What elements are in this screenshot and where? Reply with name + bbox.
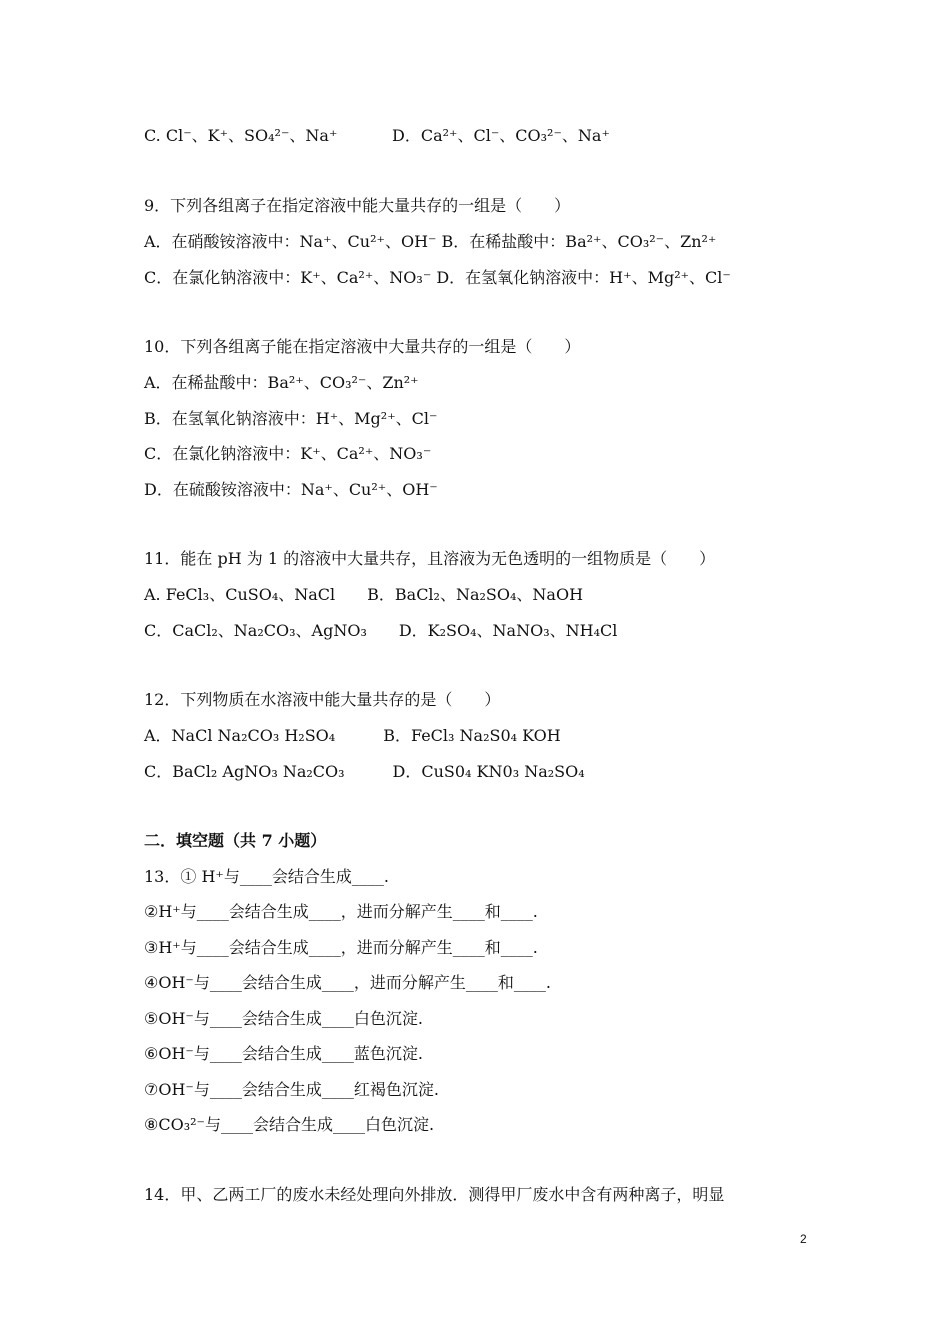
q10-option-d: D．在硫酸铵溶液中：Na⁺、Cu²⁺、OH⁻ <box>144 480 438 499</box>
section-title: 二．填空题（共 7 小题） <box>144 831 327 850</box>
q9-options-ab: A．在硝酸铵溶液中：Na⁺、Cu²⁺、OH⁻ B．在稀盐酸中：Ba²⁺、CO₃²⁻、Zn²⁺ <box>144 232 717 251</box>
q13-item-8: ⑧CO₃²⁻与____会结合生成____白色沉淀. <box>144 1115 435 1134</box>
q11-options-ab: A. FeCl₃、CuSO₄、NaCl B．BaCl₂、Na₂SO₄、NaOH <box>144 585 584 604</box>
q9-options-cd: C．在氯化钠溶液中：K⁺、Ca²⁺、NO₃⁻ D．在氢氧化钠溶液中：H⁺、Mg²⁺、Cl⁻ <box>144 268 731 287</box>
q12-options-cd: C．BaCl₂ AgNO₃ Na₂CO₃ D．CuS0₄ KN0₃ Na₂SO₄ <box>144 762 585 781</box>
q12-options-ab: A．NaCl Na₂CO₃ H₂SO₄ B．FeCl₃ Na₂S0₄ KOH <box>144 726 561 745</box>
q13-item-2: ②H⁺与____会结合生成____，进而分解产生____和____. <box>144 902 538 921</box>
page-number: 2 <box>800 1232 807 1246</box>
q13-item-5: ⑤OH⁻与____会结合生成____白色沉淀. <box>144 1009 423 1028</box>
q13-item-1: 13．① H⁺与____会结合生成____. <box>144 867 389 886</box>
q12-stem: 12．下列物质在水溶液中能大量共存的是（ ） <box>144 690 501 709</box>
q13-item-4: ④OH⁻与____会结合生成____，进而分解产生____和____. <box>144 973 551 992</box>
q8-option-c: C. Cl⁻、K⁺、SO₄²⁻、Na⁺ D．Ca²⁺、Cl⁻、CO₃²⁻、Na⁺ <box>144 126 610 145</box>
q10-option-c: C．在氯化钠溶液中：K⁺、Ca²⁺、NO₃⁻ <box>144 444 432 463</box>
q11-stem: 11．能在 pH 为 1 的溶液中大量共存，且溶液为无色透明的一组物质是（ ） <box>144 549 716 568</box>
q14-stem: 14．甲、乙两工厂的废水未经处理向外排放．测得甲厂废水中含有两种离子，明显 <box>144 1185 725 1204</box>
q8-option-d: D．Ca²⁺、Cl⁻、CO₃²⁻、Na⁺ <box>392 126 610 145</box>
q13-item-7: ⑦OH⁻与____会结合生成____红褐色沉淀. <box>144 1080 439 1099</box>
q10-option-b: B．在氢氧化钠溶液中：H⁺、Mg²⁺、Cl⁻ <box>144 409 438 428</box>
q13-item-6: ⑥OH⁻与____会结合生成____蓝色沉淀. <box>144 1044 423 1063</box>
q11-options-cd: C．CaCl₂、Na₂CO₃、AgNO₃ D．K₂SO₄、NaNO₃、NH₄Cl <box>144 621 618 640</box>
q13-item-3: ③H⁺与____会结合生成____，进而分解产生____和____. <box>144 938 538 957</box>
q9-stem: 9．下列各组离子在指定溶液中能大量共存的一组是（ ） <box>144 196 571 215</box>
q10-stem: 10．下列各组离子能在指定溶液中大量共存的一组是（ ） <box>144 337 581 356</box>
q10-option-a: A．在稀盐酸中：Ba²⁺、CO₃²⁻、Zn²⁺ <box>144 373 419 392</box>
